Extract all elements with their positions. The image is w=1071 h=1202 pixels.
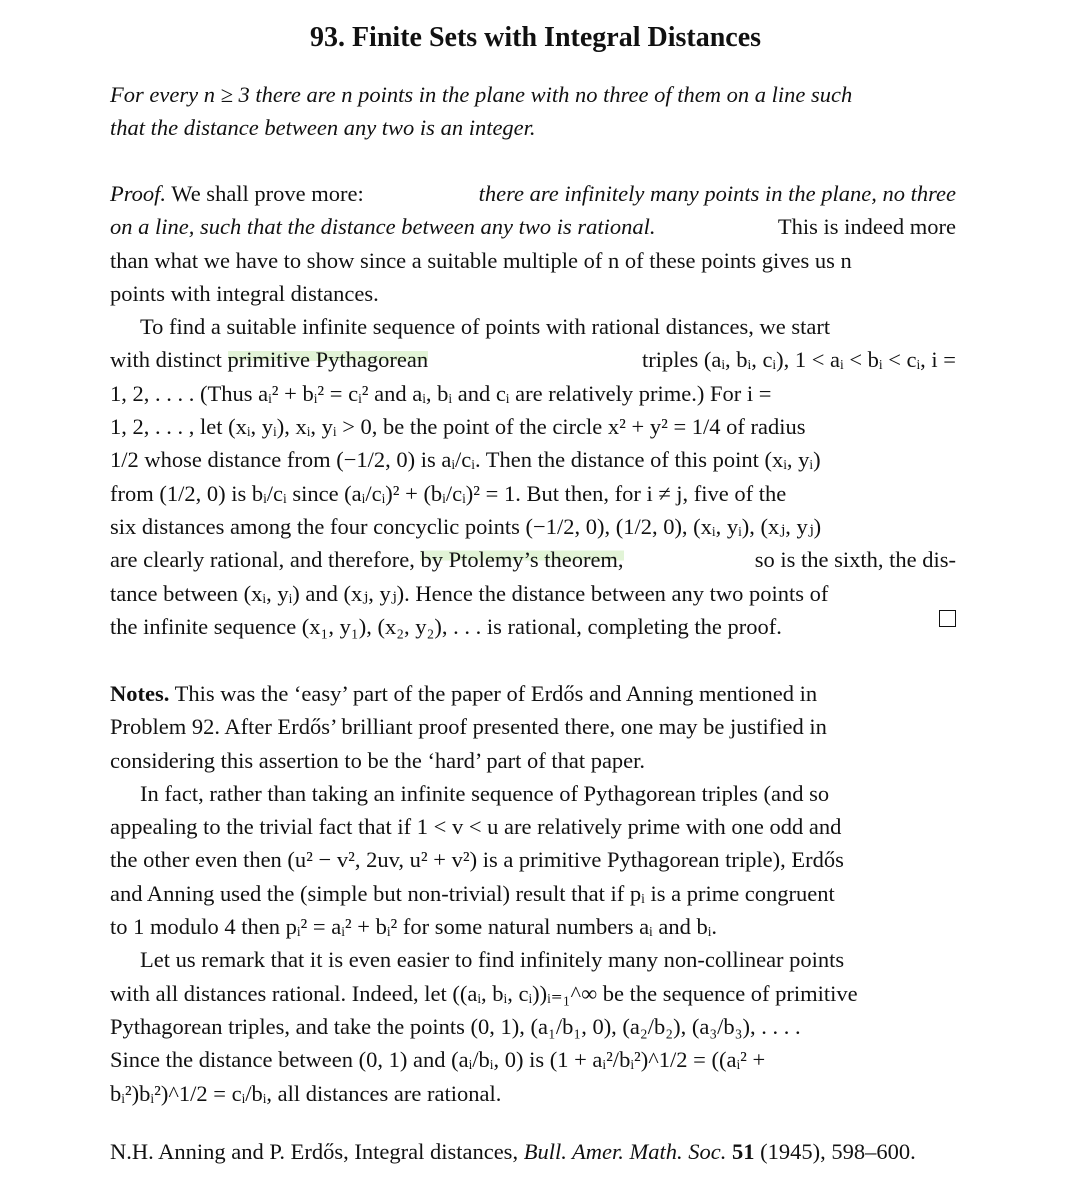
proof-claim: there are infinitely many points in the plane, no three [478, 181, 956, 206]
proof-text: We shall prove more: [166, 181, 364, 206]
notes-line [110, 677, 956, 710]
proof-line: than what we have to show since a suitable multiple of n of these points gives us n [110, 247, 852, 273]
proof-line [110, 177, 956, 210]
page-title: 93. Finite Sets with Integral Distances [309, 22, 762, 53]
proof-text: so is the sixth, the dis- [754, 547, 956, 573]
reference-volume: 51 [732, 1139, 755, 1164]
proof-line [110, 543, 956, 576]
proof-line: tance between (xᵢ, yᵢ) and (xⱼ, yⱼ). Hence the distance between any two points of [110, 580, 829, 606]
proof-line: 1, 2, . . . . (Thus aᵢ² + bᵢ² = cᵢ² and aᵢ, bᵢ and cᵢ are relatively prime.) For i = [110, 380, 772, 406]
highlight-primitive-pythagorean: primitive Pythagorean [227, 347, 429, 373]
notes-line: to 1 modulo 4 then pᵢ² = aᵢ² + bᵢ² for some natural numbers aᵢ and bᵢ. [110, 914, 718, 940]
proof-line [110, 610, 956, 643]
proof-line [110, 343, 956, 376]
notes-line: the other even then (u² − v², 2uv, u² + v²) is a primitive Pythagorean triple), Erdős [110, 847, 844, 873]
notes-line: appealing to the trivial fact that if 1 < v < u are relatively prime with one odd and [110, 814, 842, 840]
theorem-line: that the distance between any two is an integer. [110, 115, 536, 141]
reference [110, 1135, 956, 1168]
reference-authors: N.H. Anning and P. Erdős, Integral distances, [110, 1139, 524, 1164]
proof-text: triples (aᵢ, bᵢ, cᵢ), 1 < aᵢ < bᵢ < cᵢ, i = [641, 347, 956, 373]
notes-label: Notes. [110, 681, 170, 706]
proof-label: Proof. [110, 181, 167, 206]
proof-text: This is indeed more [777, 214, 956, 240]
proof-line [110, 210, 956, 243]
notes-line: Since the distance between (0, 1) and (aᵢ/bᵢ, 0) is (1 + aᵢ²/bᵢ²)^1/2 = ((aᵢ² + [110, 1047, 766, 1073]
proof-line: from (1/2, 0) is bᵢ/cᵢ since (aᵢ/cᵢ)² + (bᵢ/cᵢ)² = 1. But then, for i ≠ j, five of the [110, 480, 787, 506]
notes-line: Let us remark that it is even easier to find infinitely many non-collinear points [140, 947, 845, 973]
proof-line: six distances among the four concyclic points (−1/2, 0), (1/2, 0), (xᵢ, yᵢ), (xⱼ, yⱼ) [110, 513, 822, 539]
notes-line: and Anning used the (simple but non-trivial) result that if pᵢ is a prime congruent [110, 880, 835, 906]
notes-line: Pythagorean triples, and take the points (0, 1), (a₁/b₁, 0), (a₂/b₂), (a₃/b₃), . . . . [110, 1013, 801, 1039]
proof-text: the infinite sequence (x₁, y₁), (x₂, y₂), . . . is rational, completing the proof. [110, 613, 782, 639]
theorem-statement [110, 78, 956, 145]
proof-line: 1/2 whose distance from (−1/2, 0) is aᵢ/cᵢ. Then the distance of this point (xᵢ, yᵢ) [110, 447, 821, 473]
notes-paragraph [110, 677, 956, 1110]
theorem-line: For every n ≥ 3 there are n points in the plane with no three of them on a line such [110, 82, 853, 107]
proof-line: points with integral distances. [110, 280, 379, 306]
proof-text: with distinct [110, 347, 228, 373]
qed-square-icon [939, 610, 956, 627]
notes-line: with all distances rational. Indeed, let ((aᵢ, bᵢ, cᵢ))ᵢ₌₁^∞ be the sequence of primitive [110, 980, 858, 1006]
notes-line: bᵢ²)bᵢ²)^1/2 = cᵢ/bᵢ, all distances are rational. [110, 1080, 502, 1106]
notes-line: In fact, rather than taking an infinite sequence of Pythagorean triples (and so [140, 780, 830, 806]
reference-journal: Bull. Amer. Math. Soc. [523, 1139, 727, 1164]
notes-line: considering this assertion to be the ‘hard’ part of that paper. [110, 747, 646, 773]
proof-claim: on a line, such that the distance between any two is rational. [110, 214, 656, 240]
highlight-ptolemy-theorem: by Ptolemy’s theorem, [420, 547, 624, 573]
proof-text: are clearly rational, and therefore, [110, 547, 421, 573]
proof-line: 1, 2, . . . , let (xᵢ, yᵢ), xᵢ, yᵢ > 0, be the point of the circle x² + y² = 1/4 of radius [110, 414, 806, 440]
notes-line: Problem 92. After Erdős’ brilliant proof presented there, one may be justified in [110, 714, 827, 740]
proof-paragraph [110, 177, 956, 643]
notes-text: This was the ‘easy’ part of the paper of Erdős and Anning mentioned in [169, 681, 818, 706]
reference-rest: (1945), 598–600. [754, 1139, 916, 1164]
proof-line: To find a suitable infinite sequence of points with rational distances, we start [140, 314, 831, 340]
